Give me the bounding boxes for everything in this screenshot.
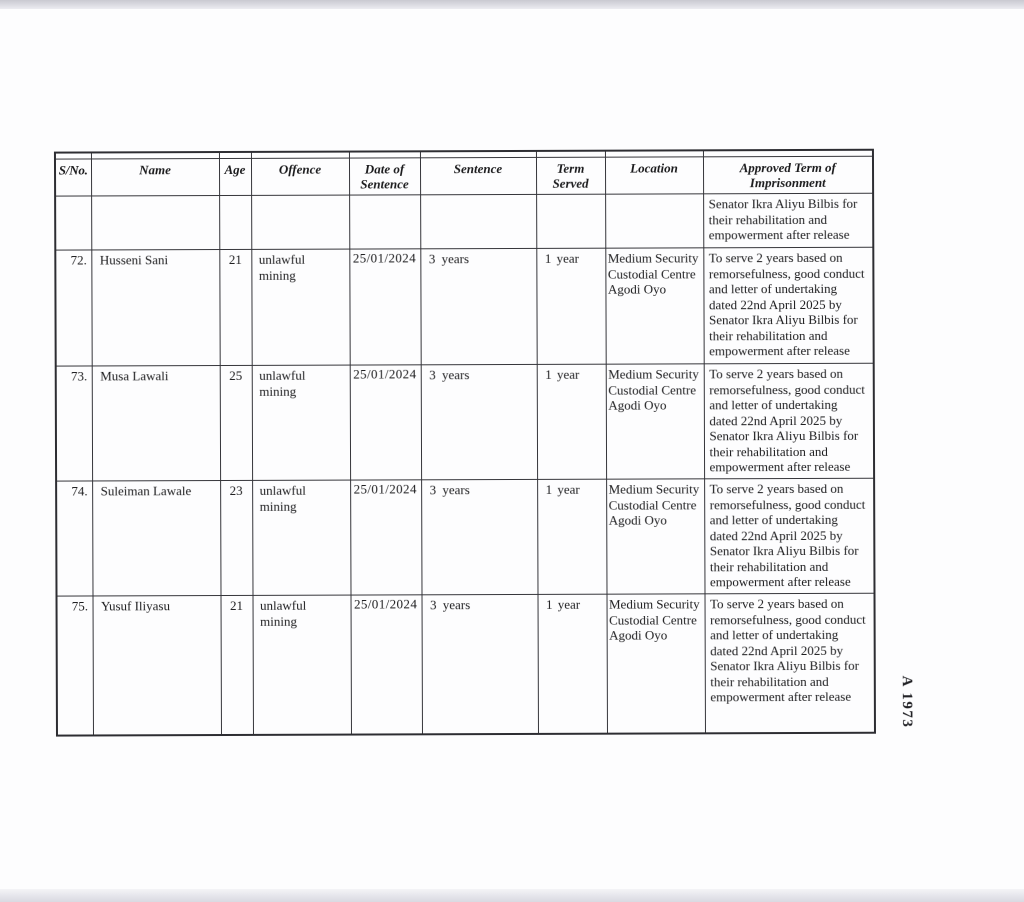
- cell-s-no: 75.: [57, 596, 93, 735]
- cell-s-no: 72.: [55, 250, 91, 366]
- cell-sentence: 3 years: [420, 248, 536, 364]
- table-header-row: [55, 156, 873, 196]
- table-row: [55, 247, 873, 366]
- cell-sentence: 3 years: [421, 479, 537, 594]
- cell-name: Husseni Sani: [91, 250, 219, 366]
- cell-date-of-sentence: 25/01/2024: [350, 365, 421, 480]
- column-header-sno: S/No.: [55, 159, 91, 196]
- cell-term-served: 1 year: [536, 248, 605, 364]
- cell-approved-term: To serve 2 years based on remorsefulness, good conduct and letter of undertaking dated 22nd April 2025 by Senator Ikra Aliyu Bilbis for their rehabilitation and empowerment after release: [704, 593, 874, 733]
- column-header-location: Location: [605, 157, 703, 194]
- cell-approved-term: To serve 2 years based on remorsefulness, good conduct and letter of undertaking dated 22nd April 2025 by Senator Ikra Aliyu Bilbis for their rehabilitation and empowerment after release: [704, 478, 874, 594]
- column-header-approved-term: Approved Term of Imprisonment: [703, 156, 873, 194]
- cell-age: 21: [219, 249, 251, 365]
- table-row: [56, 478, 874, 596]
- cell-age: 25: [220, 365, 252, 480]
- cell-age: 23: [220, 480, 252, 595]
- cell-date-of-sentence: 25/01/2024: [351, 595, 422, 734]
- cell-name: Yusuf Iliyasu: [93, 596, 221, 735]
- column-header-sentence: Sentence: [420, 157, 536, 194]
- table-row: [57, 593, 875, 735]
- cell-s-no: 73.: [56, 366, 92, 481]
- prisoner-release-table: [54, 149, 876, 736]
- photo-bottom-edge: [0, 889, 1024, 902]
- cell-location: Medium Security Custodial Centre Agodi Oyo: [605, 248, 703, 364]
- cell-s-no: 74.: [56, 481, 92, 596]
- photo-top-edge: [0, 0, 1024, 9]
- page-margin-label: A 1973: [898, 675, 915, 729]
- cell-offence: unlawful mining: [251, 249, 349, 365]
- column-header-offence: Offence: [251, 158, 349, 195]
- cell-term-served: 1 year: [538, 594, 607, 733]
- cell-sentence: 3 years: [421, 364, 537, 479]
- carryover-text-row: [55, 193, 873, 250]
- cell-location: Medium Security Custodial Centre Agodi Oyo: [607, 594, 705, 733]
- cell-location: Medium Security Custodial Centre Agodi Oyo: [606, 364, 704, 479]
- table-row: [56, 363, 874, 481]
- cell-age: 21: [221, 595, 253, 734]
- cell-offence: unlawful mining: [253, 595, 351, 734]
- cell-term-served: 1 year: [537, 479, 606, 594]
- cell-approved-term: To serve 2 years based on remorsefulness, good conduct and letter of undertaking dated 22nd April 2025 by Senator Ikra Aliyu Bilbis for their rehabilitation and empowerment after release: [703, 247, 873, 364]
- column-header-date-of-sentence: Date of Sentence: [349, 158, 420, 195]
- column-header-name: Name: [91, 159, 219, 196]
- column-header-term-served: Term Served: [536, 157, 605, 194]
- cell-approved-term-carryover: Senator Ikra Aliyu Bilbis for their rehabilitation and empowerment after release: [703, 193, 873, 248]
- cell-approved-term: To serve 2 years based on remorsefulness, good conduct and letter of undertaking dated 22nd April 2025 by Senator Ikra Aliyu Bilbis for their rehabilitation and empowerment after release: [704, 363, 874, 479]
- column-header-age: Age: [219, 158, 251, 195]
- cell-name: Musa Lawali: [92, 366, 220, 481]
- cell-name: Suleiman Lawale: [92, 481, 220, 596]
- cell-term-served: 1 year: [537, 364, 606, 479]
- cell-date-of-sentence: 25/01/2024: [349, 249, 420, 365]
- cell-date-of-sentence: 25/01/2024: [350, 480, 421, 595]
- cell-offence: unlawful mining: [252, 365, 350, 480]
- cell-location: Medium Security Custodial Centre Agodi Oyo: [606, 479, 704, 594]
- cell-sentence: 3 years: [422, 594, 538, 733]
- cell-offence: unlawful mining: [252, 480, 350, 595]
